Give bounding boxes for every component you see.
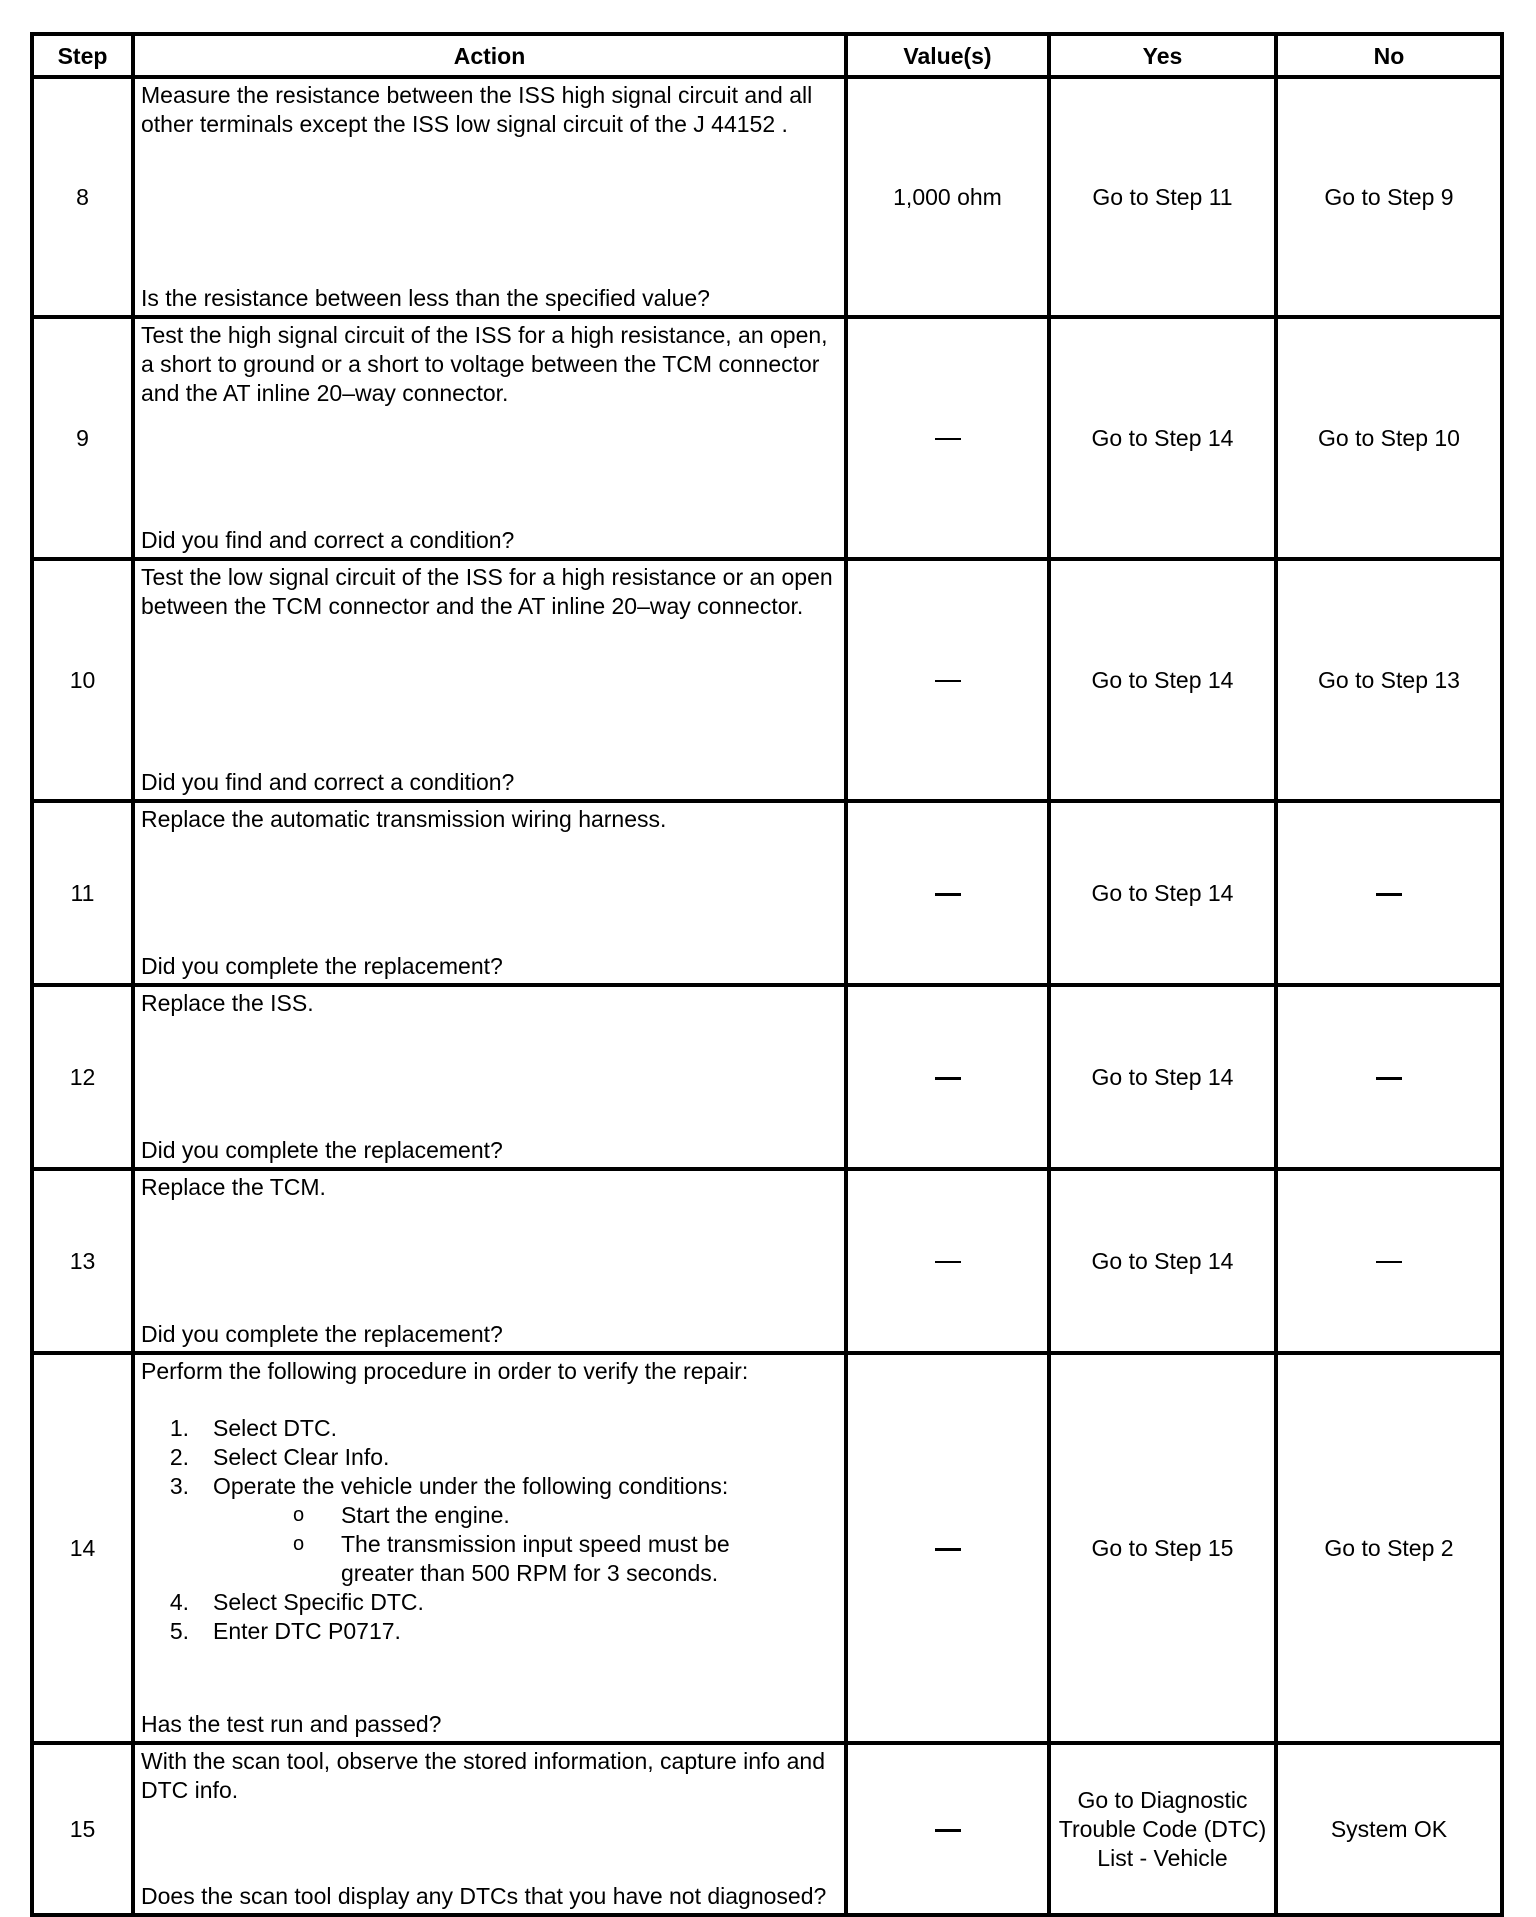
yes-cell: Go to Step 14 — [1049, 559, 1276, 801]
header-action: Action — [133, 34, 846, 77]
list-item — [141, 1588, 836, 1617]
dash — [935, 1077, 961, 1080]
list-number: 4. — [169, 1589, 189, 1615]
action-cell — [133, 77, 846, 317]
no-cell — [1276, 985, 1502, 1169]
sub-list-item — [141, 1530, 836, 1588]
value-cell — [846, 801, 1049, 985]
dash — [1376, 1077, 1402, 1080]
list-text: Enter DTC P0717. — [213, 1618, 401, 1644]
action-cell — [133, 985, 846, 1169]
no-cell — [1276, 801, 1502, 985]
action-cell — [133, 801, 846, 985]
action-cell — [133, 1743, 846, 1915]
action-text: Test the low signal circuit of the ISS for a high resistance or an open between the TCM connector and the AT inline 20–way connector. — [141, 564, 833, 619]
dash — [935, 1829, 961, 1832]
action-text: Replace the automatic transmission wiring harness. — [141, 806, 667, 832]
table-row — [32, 801, 1502, 985]
action-text: Test the high signal circuit of the ISS for a high resistance, an open, a short to ground or a short to voltage between the TCM connector and the AT inline 20–way connector. — [141, 322, 828, 406]
diagnostic-table — [30, 32, 1504, 1917]
step-number: 14 — [32, 1353, 133, 1743]
action-text: Replace the TCM. — [141, 1174, 326, 1200]
action-text: Replace the ISS. — [141, 990, 314, 1016]
yes-cell: Go to Diagnostic Trouble Code (DTC) List - Vehicle — [1049, 1743, 1276, 1915]
step-number: 12 — [32, 985, 133, 1169]
table-row — [32, 559, 1502, 801]
action-text: Perform the following procedure in order to verify the repair: — [141, 1358, 749, 1384]
yes-cell: Go to Step 14 — [1049, 985, 1276, 1169]
yes-cell: Go to Step 14 — [1049, 801, 1276, 985]
no-cell: Go to Step 10 — [1276, 317, 1502, 559]
yes-cell: Go to Step 15 — [1049, 1353, 1276, 1743]
list-text: Select Specific DTC. — [213, 1589, 424, 1615]
dash — [1376, 893, 1402, 896]
action-text: With the scan tool, observe the stored information, capture info and DTC info. — [141, 1748, 825, 1803]
action-cell — [133, 559, 846, 801]
no-cell — [1276, 1169, 1502, 1353]
step-number: 9 — [32, 317, 133, 559]
table-row — [32, 317, 1502, 559]
table-row — [32, 1169, 1502, 1353]
step-number: 8 — [32, 77, 133, 317]
list-item — [141, 1472, 836, 1501]
value-cell: 1,000 ohm — [846, 77, 1049, 317]
no-cell: System OK — [1276, 1743, 1502, 1915]
question-text: Did you complete the replacement? — [141, 953, 503, 979]
dash — [935, 1261, 961, 1263]
header-yes: Yes — [1049, 34, 1276, 77]
header-values: Value(s) — [846, 34, 1049, 77]
list-item — [141, 1443, 836, 1472]
table-row — [32, 77, 1502, 317]
action-cell — [133, 1169, 846, 1353]
step-number: 11 — [32, 801, 133, 985]
list-text: Select Clear Info. — [213, 1444, 390, 1470]
list-number: 5. — [169, 1618, 189, 1644]
list-text: Select DTC. — [213, 1415, 337, 1441]
dash — [935, 438, 961, 440]
yes-cell: Go to Step 14 — [1049, 1169, 1276, 1353]
question-text: Did you complete the replacement? — [141, 1137, 503, 1163]
sub-list-text: The transmission input speed must be greater than 500 RPM for 3 seconds. — [341, 1531, 730, 1586]
header-row — [32, 34, 1502, 77]
table-row — [32, 1353, 1502, 1743]
no-cell: Go to Step 2 — [1276, 1353, 1502, 1743]
step-number: 10 — [32, 559, 133, 801]
value-cell — [846, 317, 1049, 559]
question-text: Does the scan tool display any DTCs that you have not diagnosed? — [141, 1883, 827, 1909]
question-text: Is the resistance between less than the specified value? — [141, 285, 710, 311]
header-step: Step — [32, 34, 133, 77]
sub-list-text: Start the engine. — [341, 1502, 510, 1528]
list-number: 2. — [169, 1444, 189, 1470]
dash — [935, 893, 961, 896]
list-text: Operate the vehicle under the following conditions: — [213, 1473, 729, 1499]
no-cell: Go to Step 9 — [1276, 77, 1502, 317]
dash — [935, 680, 961, 682]
step-number: 13 — [32, 1169, 133, 1353]
table-row — [32, 985, 1502, 1169]
list-number: 3. — [169, 1473, 189, 1499]
step-number: 15 — [32, 1743, 133, 1915]
dash — [1376, 1261, 1402, 1263]
list-item — [141, 1617, 836, 1646]
value-cell — [846, 559, 1049, 801]
value-cell — [846, 985, 1049, 1169]
question-text: Did you complete the replacement? — [141, 1321, 503, 1347]
table-row — [32, 1743, 1502, 1915]
bullet-icon: o — [293, 1504, 305, 1526]
list-item — [141, 1414, 836, 1443]
header-no: No — [1276, 34, 1502, 77]
yes-cell: Go to Step 11 — [1049, 77, 1276, 317]
sub-list-item — [141, 1501, 836, 1530]
no-cell: Go to Step 13 — [1276, 559, 1502, 801]
procedure-list — [141, 1414, 836, 1646]
value-cell — [846, 1169, 1049, 1353]
yes-cell: Go to Step 14 — [1049, 317, 1276, 559]
question-text: Did you find and correct a condition? — [141, 527, 515, 553]
list-number: 1. — [169, 1415, 189, 1441]
value-cell — [846, 1743, 1049, 1915]
action-cell — [133, 317, 846, 559]
action-text: Measure the resistance between the ISS high signal circuit and all other terminals except the ISS low signal circuit of the J 44152 . — [141, 82, 813, 137]
bullet-icon: o — [293, 1533, 305, 1555]
question-text: Did you find and correct a condition? — [141, 769, 515, 795]
value-cell — [846, 1353, 1049, 1743]
dash — [935, 1548, 961, 1551]
action-cell — [133, 1353, 846, 1743]
question-text: Has the test run and passed? — [141, 1711, 442, 1737]
